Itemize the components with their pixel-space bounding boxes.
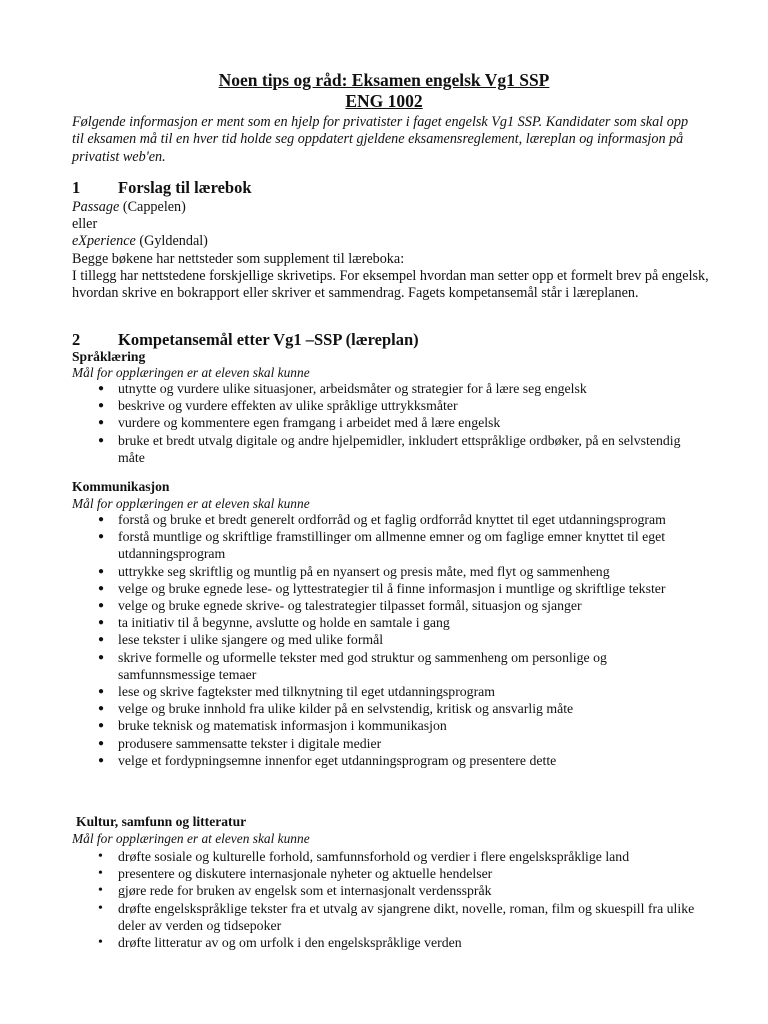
section1-para2: I tillegg har nettstedene forskjellige skrivetips. For eksempel hvordan man setter opp et formelt brev på engelsk, hvordan skrive en bokrapport eller skriver et sammendrag. Fagets kompetansemål står i læreplanen. [72, 267, 709, 302]
book1-title: Passage [72, 199, 120, 215]
or-line: eller [72, 216, 98, 233]
list-item: ● velge et fordypningsemne innenfor eget utdanningsprogram og presentere dette [96, 752, 706, 769]
list-item: ● skrive formelle og uformelle tekster med god struktur og sammenheng om personlige og samfunnsmessige temaer [96, 649, 706, 683]
list-item: • drøfte engelskspråklige tekster fra et utvalg av sjangrene dikt, novelle, roman, film og skuespill fra ulike deler av verden og tidsepoker [96, 900, 706, 934]
book1-publisher: (Cappelen) [119, 199, 186, 215]
document-subtitle: ENG 1002 [345, 91, 423, 111]
list-kommunikasjon [96, 511, 706, 769]
section1-title: Forslag til lærebok [118, 178, 252, 197]
list-kultur [96, 848, 706, 951]
section2-heading [72, 330, 419, 350]
group-title-spraklaering: Språklæring [72, 349, 146, 364]
list-item: ● utnytte og vurdere ulike situasjoner, arbeidsmåter og strategier for å lære seg engelsk [96, 380, 706, 397]
list-item: ● velge og bruke innhold fra ulike kilder på en selvstendig, kritisk og ansvarlig måte [96, 700, 706, 717]
list-item: ● vurdere og kommentere egen framgang i arbeidet med å lære engelsk [96, 414, 706, 431]
list-item: ● uttrykke seg skriftlig og muntlig på en nyansert og presis måte, med flyt og sammenheng [96, 563, 706, 580]
section2-number: 2 [72, 330, 81, 349]
book2-publisher: (Gyldendal) [135, 233, 208, 250]
section1-para1: Begge bøkene har nettsteder som supplement til læreboka: [72, 250, 405, 267]
intro-paragraph: Følgende informasjon er ment som en hjelp for privatister i faget engelsk Vg1 SSP. Kandidater som skal opp til eksamen må til en hver tid holde seg oppdatert gjeldene eksamensreglement, læreplan og informasjon på privatist web'en. [72, 114, 689, 165]
list-item: ● lese tekster i ulike sjangere og med ulike formål [96, 631, 706, 648]
list-item: ● velge og bruke egnede skrive- og talestrategier tilpasset formål, situasjon og sjanger [96, 597, 706, 614]
book2-line [72, 233, 712, 250]
list-item: ● lese og skrive fagtekster med tilknytning til eget utdanningsprogram [96, 683, 706, 700]
list-item: ● forstå muntlige og skriftlige framstillinger om allmenne emner og om faglige emner knyttet til eget utdanningsprogram [96, 528, 706, 562]
section1-body [72, 199, 712, 302]
section1-heading [72, 178, 252, 198]
book1-line [72, 199, 712, 216]
section1-number: 1 [72, 178, 81, 197]
list-item: ● ta initiativ til å begynne, avslutte og holde en samtale i gang [96, 614, 706, 631]
list-spraklaering [96, 380, 706, 466]
group-goal-kommunikasjon: Mål for opplæringen er at eleven skal kunne [72, 496, 310, 511]
list-item: ● bruke et bredt utvalg digitale og andre hjelpemidler, inkludert ettspråklige ordbøker, på en selvstendig måte [96, 432, 706, 466]
group-title-kultur: Kultur, samfunn og litteratur [76, 814, 247, 829]
list-item: • presentere og diskutere internasjonale nyheter og aktuelle hendelser [96, 865, 706, 882]
list-item: • drøfte litteratur av og om urfolk i den engelskspråklige verden [96, 934, 706, 951]
document-title: Noen tips og råd: Eksamen engelsk Vg1 SSP [218, 70, 550, 90]
list-item: ● bruke teknisk og matematisk informasjon i kommunikasjon [96, 717, 706, 734]
group-goal-kultur: Mål for opplæringen er at eleven skal kunne [72, 831, 310, 846]
list-item: • drøfte sosiale og kulturelle forhold, samfunnsforhold og verdier i flere engelskspråklige land [96, 848, 706, 865]
list-item: ● beskrive og vurdere effekten av ulike språklige uttrykksmåter [96, 397, 706, 414]
list-item: ● velge og bruke egnede lese- og lyttestrategier til å finne informasjon i muntlige og skriftlige tekster [96, 580, 706, 597]
list-item: ● forstå og bruke et bredt generelt ordforråd og et faglig ordforråd knyttet til eget utdanningsprogram [96, 511, 706, 528]
group-title-kommunikasjon: Kommunikasjon [72, 479, 170, 494]
list-item: • gjøre rede for bruken av engelsk som et internasjonalt verdensspråk [96, 882, 706, 899]
book2-title: eXperience [72, 233, 136, 250]
group-goal-spraklaering: Mål for opplæringen er at eleven skal kunne [72, 365, 310, 380]
list-item: ● produsere sammensatte tekster i digitale medier [96, 735, 706, 752]
section2-title: Kompetansemål etter Vg1 –SSP (læreplan) [118, 330, 419, 349]
